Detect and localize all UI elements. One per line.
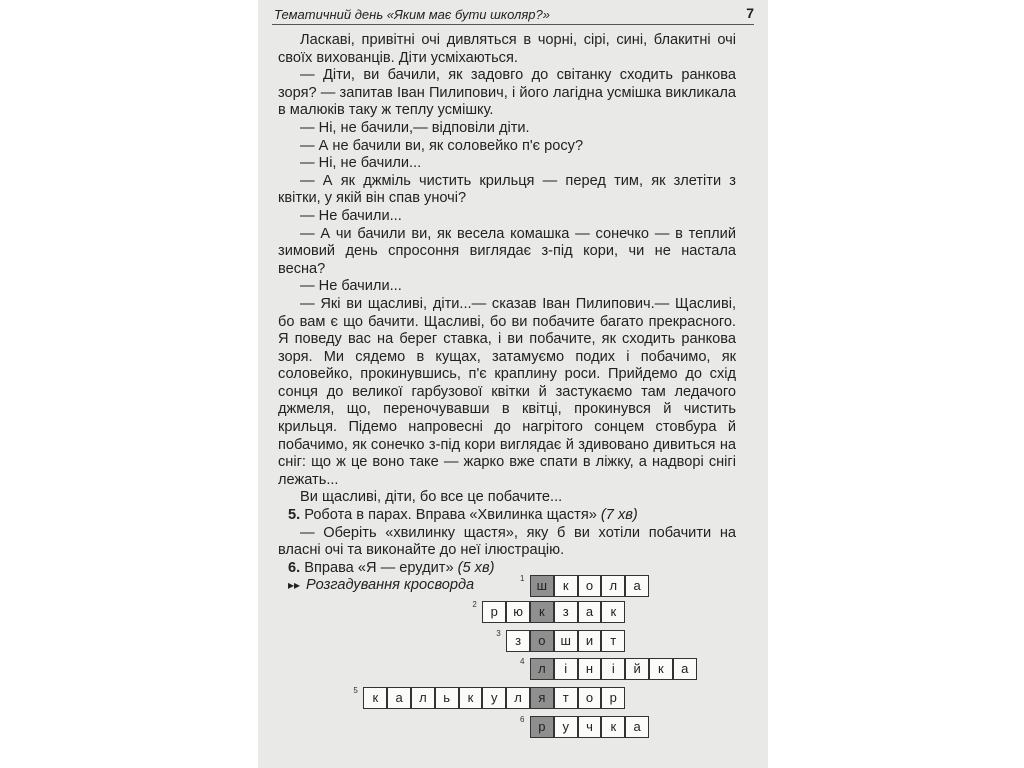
crossword-key-cell: р — [530, 716, 554, 738]
paragraph: Ви щасливі, діти, бо все це побачите... — [300, 489, 563, 506]
crossword-row-number: 2 — [472, 600, 477, 609]
paragraph: — А чи бачили ви, як весела комашка — сонечко — в теплий зимовий день спросоння виглядає з-під кори, чи не настала весна? — [278, 225, 736, 277]
crossword-cell: р — [601, 687, 625, 709]
crossword-cell: у — [554, 716, 578, 738]
crossword-cell: у — [482, 687, 506, 709]
book-page — [258, 0, 768, 768]
crossword-cell: ю — [506, 601, 530, 623]
paragraph: — Ні, не бачили,— відповіли діти. — [300, 119, 530, 136]
page-number: 7 — [746, 5, 754, 21]
running-header — [272, 6, 754, 25]
crossword-cell: й — [625, 658, 649, 680]
task-5-title: Робота в парах. Вправа «Хвилинка щастя» — [300, 507, 601, 524]
crossword-cell: і — [601, 658, 625, 680]
crossword-cell: з — [554, 601, 578, 623]
task-6-number: 6. — [288, 559, 301, 576]
crossword-row-number: 6 — [520, 715, 525, 724]
crossword-row-number: 3 — [496, 629, 501, 638]
task-6-time: (5 хв) — [457, 559, 495, 576]
crossword-cell: і — [554, 658, 578, 680]
task-6-title: Вправа «Я — ерудит» — [300, 559, 458, 576]
header-title: Тематичний день «Яким має бути школяр?» — [274, 7, 550, 22]
crossword-key-cell: я — [530, 687, 554, 709]
crossword-cell: н — [578, 658, 602, 680]
crossword-key-cell: о — [530, 630, 554, 652]
double-arrow-icon: ▸▸ — [288, 578, 301, 593]
crossword-cell: ш — [554, 630, 578, 652]
page-body — [278, 32, 736, 595]
crossword-cell: ч — [578, 716, 602, 738]
crossword-heading-line — [278, 577, 736, 595]
crossword-cell: к — [459, 687, 483, 709]
task-5-heading — [278, 507, 736, 525]
crossword-cell: о — [578, 687, 602, 709]
crossword-key-cell: л — [530, 658, 554, 680]
crossword-cell: о — [578, 575, 602, 597]
crossword-key-cell: к — [530, 601, 554, 623]
task-6-heading — [278, 560, 736, 578]
crossword-cell: к — [601, 716, 625, 738]
crossword-cell: а — [625, 716, 649, 738]
task-5-instruction: — Оберіть «хвилинку щастя», яку б ви хотіли побачити на власні очі та виконайте до неї ілюстрацію. — [278, 524, 736, 559]
crossword-cell: л — [506, 687, 530, 709]
paragraph: — Не бачили... — [300, 207, 402, 224]
crossword-heading: Розгадування кросворда — [306, 577, 475, 594]
crossword-cell: к — [601, 601, 625, 623]
crossword-cell: к — [554, 575, 578, 597]
crossword-cell: р — [482, 601, 506, 623]
paragraph: — Діти, ви бачили, як задовго до світанку сходить ранкова зоря? — запитав Іван Пилипович, і його лагідна усмішка викликала в малюків таку ж теплу усмішку. — [278, 67, 736, 119]
crossword-cell: а — [578, 601, 602, 623]
paragraph: — Ні, не бачили... — [300, 155, 422, 172]
crossword-cell: л — [601, 575, 625, 597]
crossword-cell: ь — [435, 687, 459, 709]
task-5-time: (7 хв) — [600, 507, 638, 524]
paragraph: — Які ви щасливі, діти...— сказав Іван Пилипович.— Щасливі, бо вам є що бачити. Щасливі, бо ви побачите багато прекрасного. Я поведу вас на берег ставка, і ви побачите, як сходить ранкова зоря. Ми сядемо в кущах, затамуємо подих і побачимо, як соловейко, прокинувшись, п'є краплину роси. Прийдемо до схід сонця до великої гарбузової квітки й застукаємо там ледачого джмеля, що, переночувавши в квітці, прокинувся й чистить крильця. Підемо напровесні до нагрітого сонцем стовбура й побачимо, як сонечко з-під кори виглядає й здивовано дивиться на сніг: що ж це воно таке — жарко вже спати в ліжку, а надворі снігі лежать... — [278, 295, 736, 488]
paragraph: — А як джміль чистить крильця — перед тим, як злетіти з квітки, у якій він спав уночі? — [278, 172, 736, 207]
paragraph: Ласкаві, привітні очі дивляться в чорні, сірі, сині, блакитні очі своїх вихованців. Діти усміхаються. — [278, 32, 736, 66]
crossword-cell: а — [625, 575, 649, 597]
crossword-cell: т — [554, 687, 578, 709]
crossword-key-cell: ш — [530, 575, 554, 597]
crossword-cell: к — [649, 658, 673, 680]
crossword-cell: з — [506, 630, 530, 652]
crossword-row-number: 4 — [520, 657, 525, 666]
crossword-cell: к — [363, 687, 387, 709]
crossword-cell: а — [387, 687, 411, 709]
task-5-number: 5. — [288, 507, 301, 524]
paragraph: — А не бачили ви, як соловейко п'є росу? — [300, 137, 584, 154]
crossword-cell: т — [601, 630, 625, 652]
crossword-row-number: 1 — [520, 574, 525, 583]
crossword-row-number: 5 — [353, 686, 358, 695]
paragraph: — Не бачили... — [300, 278, 402, 295]
crossword-cell: л — [411, 687, 435, 709]
crossword-cell: а — [673, 658, 697, 680]
crossword-cell: и — [578, 630, 602, 652]
